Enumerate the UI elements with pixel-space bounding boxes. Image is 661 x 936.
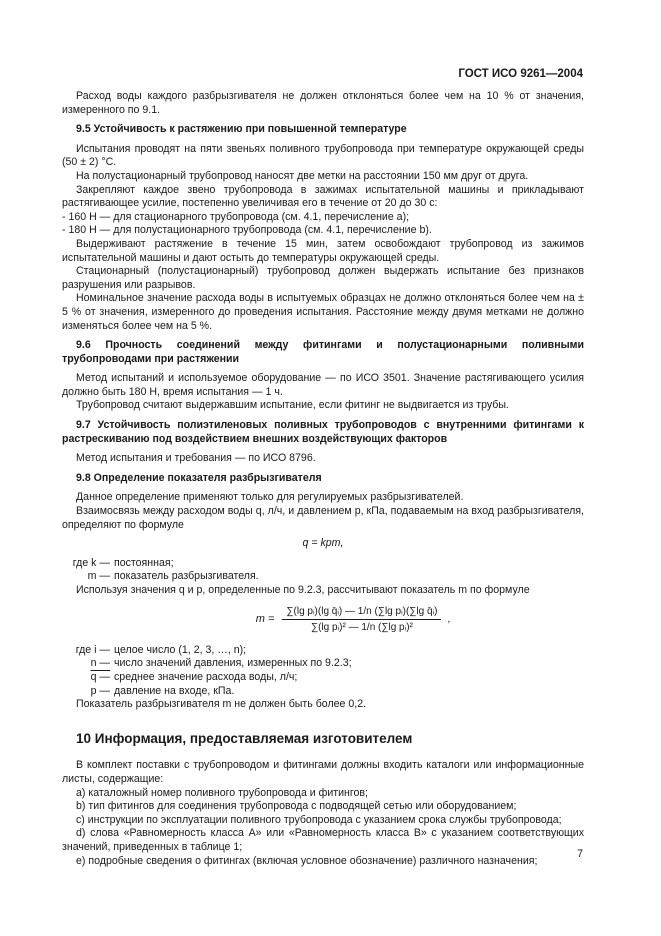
formula-lhs: m = — [255, 612, 275, 625]
definition-term: q — — [90, 670, 110, 683]
paragraph: Выдерживают растяжение в течение 15 мин, затем освобождают трубопровод из зажимов испытательной машины и дают остыть до температуры окружающей среды. — [62, 237, 584, 264]
paragraph: Стационарный (полустационарный) трубопровод должен выдержать испытание без признаков разрушения или разрывов. — [62, 265, 584, 291]
paragraph: Метод испытания и требования — по ИСО 8796. — [76, 452, 316, 465]
definition-text: целое число (1, 2, 3, …, n); — [114, 643, 247, 656]
section-heading-9-5: 9.5 Устойчивость к растяжению при повышенной температуре — [76, 123, 407, 136]
page-number: 7 — [577, 848, 583, 860]
paragraph: Взаимосвязь между расходом воды q, л/ч, и давлением p, кПа, подаваемым на вход разбрызгивателя, определяют по формуле — [62, 505, 584, 531]
definition-term: p — — [90, 684, 110, 697]
definition-q — [62, 671, 584, 685]
paragraph: Используя значения q и p, определенные по 9.2.3, рассчитывают показатель m по формуле — [76, 584, 530, 596]
formula-numerator: ∑(lg pᵢ)(lg q̄ᵢ) — 1/n (∑lg pᵢ)(∑lg q̄ᵢ) — [286, 605, 438, 617]
paragraph: На полустационарный трубопровод наносят две метки на расстоянии 150 мм друг от друга. — [76, 169, 529, 182]
paragraph: Испытания проводят на пяти звеньях поливного трубопровода при температуре окружающей среды (50 ± 2) °С. — [62, 142, 584, 169]
paragraph: Номинальное значение расхода воды в испытуемых образцах не должно отклоняться более чем на ± 5 % от значения, измеренного до проведения испытания. Расстояние между двумя метками не должно изменяться более чем на 5 %. — [62, 292, 584, 332]
paragraph: Показатель разбрызгивателя m не должен быть более 0,2. — [76, 698, 367, 711]
paragraph: В комплект поставки с трубопроводом и фитингами должны входить каталоги или информационные листы, содержащие: — [62, 759, 584, 785]
definition-text: постоянная; — [114, 556, 174, 569]
definition-text: число значений давления, измеренных по 9.2.3; — [114, 657, 352, 670]
list-item: - 180 Н — для полустационарного трубопровода (см. 4.1, перечисление b). — [62, 224, 432, 237]
formula-q: q = kpm, — [302, 537, 344, 550]
definition-text: показатель разбрызгивателя. — [114, 570, 259, 583]
page-content — [62, 90, 584, 868]
section-heading-9-7: 9.7 Устойчивость полиэтиленовых поливных трубопроводов с внутренними фитингами к растрескиванию под воздействием внешних воздействующих факторов — [62, 419, 584, 445]
list-item: а) каталожный номер поливного трубопровода и фитингов; — [76, 786, 368, 799]
list-item: d) слова «Равномерность класса А» или «Равномерность класса В» с указанием соответствующих значений, приведенных в таблице 1; — [62, 827, 584, 853]
definition-term: n — — [90, 657, 110, 670]
definition-text: среднее значение расхода воды, л/ч; — [114, 670, 298, 683]
formula-m — [122, 604, 584, 636]
definition-term: где k — — [72, 556, 110, 569]
definition-term: m — — [87, 570, 110, 583]
list-item: b) тип фитингов для соединения трубопровода с подводящей сетью или оборудованием; — [76, 800, 517, 813]
definition-text: давление на входе, кПа. — [114, 684, 235, 697]
definition-i — [62, 644, 584, 658]
section-heading-9-6: 9.6 Прочность соединений между фитингами и полустационарными поливными трубопроводами при растяжении — [62, 339, 584, 365]
definition-p — [62, 685, 584, 699]
paragraph: Данное определение применяют только для регулируемых разбрызгивателей. — [76, 491, 464, 504]
definition-n — [62, 657, 584, 671]
section-heading-9-8: 9.8 Определение показателя разбрызгивателя — [76, 471, 322, 484]
section-heading-10: 10 Информация, предоставляемая изготовителем — [76, 730, 413, 746]
list-item: - 160 Н — для стационарного трубопровода (см. 4.1, перечисление а); — [62, 210, 410, 223]
paragraph: Трубопровод считают выдержавшим испытание, если фитинг не выдвигается из трубы. — [76, 399, 509, 412]
document-id: ГОСТ ИСО 9261—2004 — [458, 68, 583, 80]
paragraph: Расход воды каждого разбрызгивателя не должен отклоняться более чем на 10 % от значения, измеренного по 9.1. — [62, 90, 584, 116]
list-item: е) подробные сведения о фитингах (включая условное обозначение) различного назначения; — [76, 854, 538, 867]
definition-k — [62, 557, 584, 571]
formula-end: , — [447, 613, 451, 625]
definition-m — [62, 570, 584, 584]
formula-fraction — [282, 604, 441, 636]
list-item: с) инструкции по эксплуатации поливного трубопровода с указанием срока службы трубопровода; — [76, 813, 562, 826]
paragraph: Метод испытаний и используемое оборудование — по ИСО 3501. Значение растягивающего усилия должно быть 180 Н, время испытания — 1 ч. — [62, 372, 584, 398]
definition-term: где i — — [75, 643, 110, 656]
paragraph: Закрепляют каждое звено трубопровода в зажимах испытательной машины и прикладывают растягивающее усилие, постепенно увеличивая его в течение от 20 до 30 с: — [62, 183, 584, 210]
formula-denominator: ∑(lg pᵢ)² — 1/n (∑lg pᵢ)² — [310, 622, 413, 634]
